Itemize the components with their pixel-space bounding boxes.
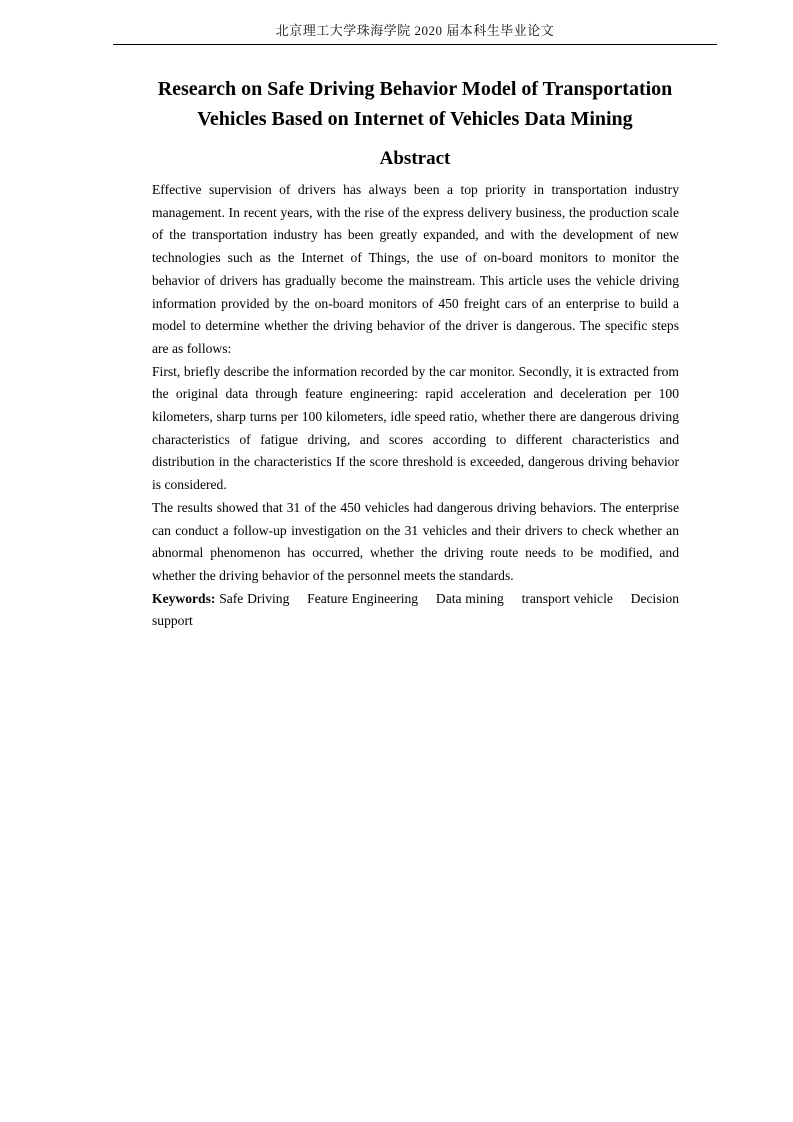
abstract-paragraph: The results showed that 31 of the 450 vehicles had dangerous driving behaviors. The enterprise can conduct a follow-up investigation on the 31 vehicles and their drivers to check whether an abnormal phenomenon has occurred, whether the driving route needs to be modified, and whether the driving behavior of the personnel meets the standards. (152, 499, 679, 583)
keyword-item: Decision support (152, 590, 679, 629)
keyword-item: Safe Driving (219, 590, 290, 606)
paper-title (113, 74, 717, 134)
abstract-paragraph: First, briefly describe the information recorded by the car monitor. Secondly, it is extracted from the original data through feature engineering: rapid acceleration and deceleration per 100 kilometers, sharp turns per 100 kilometers, idle speed ratio, whether there are dangerous driving characteristics of fatigue driving, and scores according to different characteristics and distribution in the characteristics If the score threshold is exceeded, dangerous driving behavior is considered. (152, 363, 679, 493)
keyword-item: Data mining (435, 590, 504, 606)
keyword-item: Feature Engineering (307, 590, 419, 606)
header-divider (113, 44, 717, 45)
keywords-label: Keywords: (152, 590, 220, 606)
page-running-header: 北京理工大学珠海学院 2020 届本科生毕业论文 (275, 23, 555, 38)
title-line-2: Vehicles Based on Internet of Vehicles Data Mining (197, 108, 633, 130)
abstract-body (152, 179, 679, 633)
abstract-paragraph: Effective supervision of drivers has always been a top priority in transportation industry management. In recent years, with the rise of the express delivery business, the production scale of the transportation industry has been greatly expanded, and with the development of new technologies such as the Internet of Things, the use of on-board monitors to monitor the behavior of drivers has gradually become the mainstream. This article uses the vehicle driving information provided by the on-board monitors of 450 freight cars of an enterprise to build a model to determine whether the driving behavior of the driver is dangerous. The specific steps are as follows: (152, 182, 679, 356)
title-line-1: Research on Safe Driving Behavior Model of Transportation (157, 78, 673, 100)
abstract-heading: Abstract (379, 148, 451, 169)
keywords-line (152, 588, 679, 633)
keyword-item: transport vehicle (521, 590, 613, 606)
